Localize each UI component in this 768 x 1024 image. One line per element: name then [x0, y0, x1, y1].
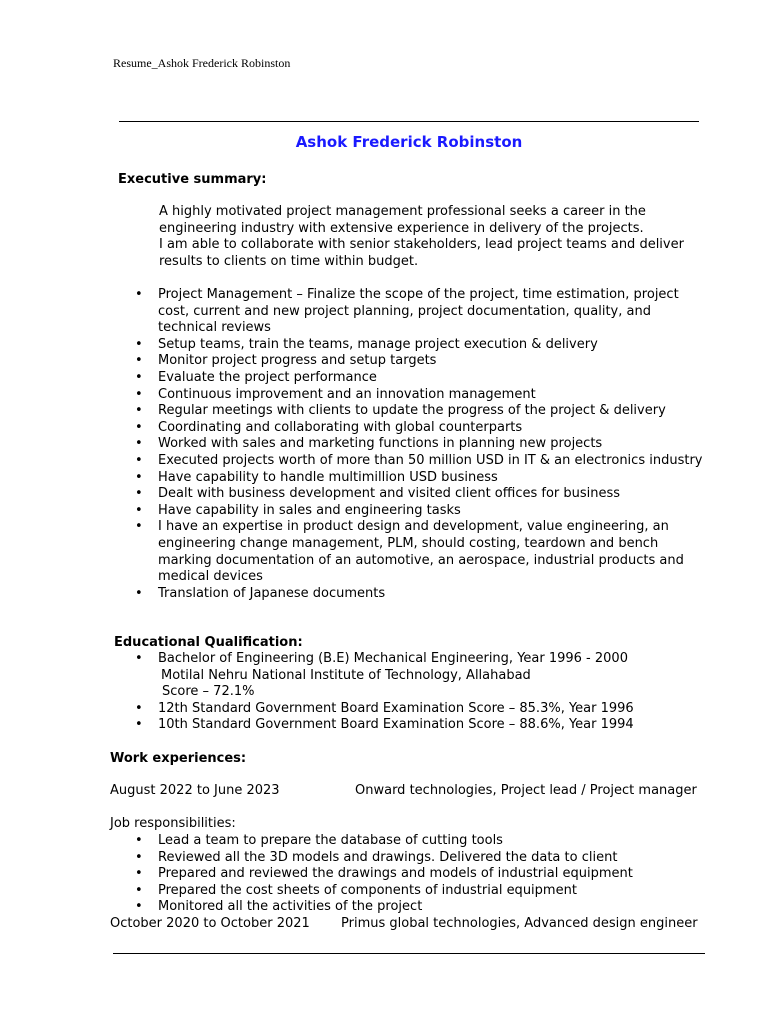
- list-item: • Setup teams, train the teams, manage project execution & delivery: [158, 337, 703, 354]
- degree-text: • Bachelor of Engineering (B.E) Mechanical Engineering, Year 1996 - 2000: [158, 651, 628, 666]
- job-period: August 2022 to June 2023: [110, 783, 280, 798]
- top-divider: [119, 121, 699, 122]
- work-experience-heading: Work experiences:: [110, 751, 247, 766]
- education-list: [158, 651, 718, 734]
- list-item: • Worked with sales and marketing functions in planning new projects: [158, 436, 703, 453]
- list-item: • Executed projects worth of more than 50 million USD in IT & an electronics industry: [158, 453, 703, 470]
- document-header-label: Resume_Ashok Frederick Robinston: [113, 56, 291, 70]
- job-company-role: Primus global technologies, Advanced design engineer: [341, 916, 698, 931]
- list-item: • Dealt with business development and visited client offices for business: [158, 486, 703, 503]
- summary-paragraph-2: I am able to collaborate with senior stakeholders, lead project teams and deliver results to clients on time within budget.: [159, 237, 684, 269]
- responsibilities-list: [158, 833, 718, 916]
- candidate-name: Ashok Frederick Robinston: [295, 133, 523, 151]
- list-item: • Have capability to handle multimillion USD business: [158, 470, 703, 487]
- skills-list: [158, 287, 703, 602]
- list-item: • Reviewed all the 3D models and drawings. Delivered the data to client: [158, 850, 718, 867]
- job-company-role: Onward technologies, Project lead / Project manager: [355, 783, 697, 798]
- executive-summary-heading: Executive summary:: [118, 172, 267, 187]
- institute-text: Motilal Nehru National Institute of Technology, Allahabad: [161, 667, 531, 683]
- list-item: • 12th Standard Government Board Examination Score – 85.3%, Year 1996: [158, 701, 718, 718]
- bottom-divider: [113, 953, 705, 954]
- list-item: • Project Management – Finalize the scope of the project, time estimation, project cost, current and new project planning, project documentation, quality, and technical reviews: [158, 287, 703, 337]
- list-item-degree: [158, 651, 718, 701]
- list-item: • Prepared the cost sheets of components of industrial equipment: [158, 883, 718, 900]
- list-item: • Translation of Japanese documents: [158, 586, 703, 603]
- list-item: • 10th Standard Government Board Examination Score – 88.6%, Year 1994: [158, 717, 718, 734]
- list-item: • Prepared and reviewed the drawings and models of industrial equipment: [158, 866, 718, 883]
- list-item: • Continuous improvement and an innovation management: [158, 387, 703, 404]
- list-item: • Lead a team to prepare the database of cutting tools: [158, 833, 718, 850]
- list-item: • I have an expertise in product design and development, value engineering, an engineering change management, PLM, should costing, teardown and bench marking documentation of an automotive, an aerospace, industrial products and medical devices: [158, 519, 703, 585]
- list-item: • Evaluate the project performance: [158, 370, 703, 387]
- job-period: October 2020 to October 2021: [110, 916, 310, 931]
- list-item: • Monitored all the activities of the project: [158, 899, 718, 916]
- education-heading: Educational Qualification:: [114, 635, 303, 650]
- list-item: • Have capability in sales and engineering tasks: [158, 503, 703, 520]
- summary-paragraph-1: A highly motivated project management professional seeks a career in the engineering industry with extensive experience in delivery of the projects.: [159, 204, 646, 236]
- list-item: • Coordinating and collaborating with global counterparts: [158, 420, 703, 437]
- executive-summary-text: [159, 204, 719, 270]
- job-responsibilities-label: Job responsibilities:: [110, 816, 236, 831]
- list-item: • Regular meetings with clients to update the progress of the project & delivery: [158, 403, 703, 420]
- score-text: Score – 72.1%: [162, 684, 255, 700]
- list-item: • Monitor project progress and setup targets: [158, 353, 703, 370]
